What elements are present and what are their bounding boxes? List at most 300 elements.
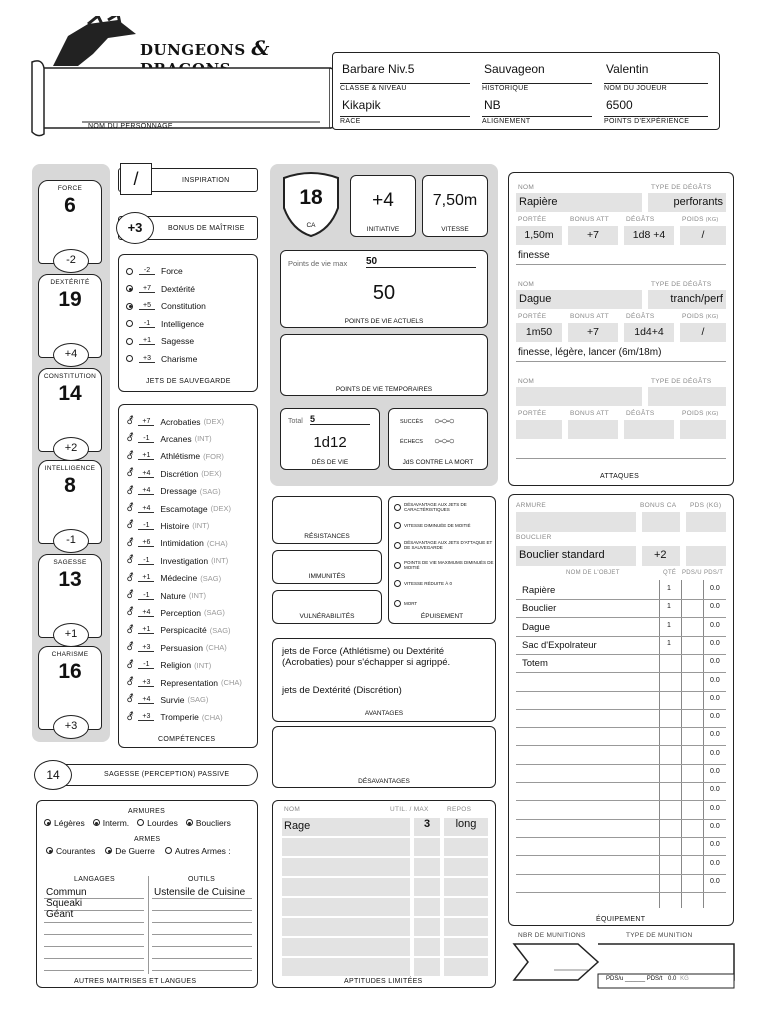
attack-weight-unit: (KG) [705,217,719,223]
race-value[interactable]: Kikapik [342,98,381,112]
saving-throw-mod: +5 [139,302,155,310]
advantages-line-2[interactable]: jets de Dextérité (Discrétion) [282,685,402,696]
skill-proficiency-icon[interactable]: ⚦ [126,572,135,584]
skill-proficiency-icon[interactable]: ⚦ [126,711,135,723]
equipment-label: ÉQUIPEMENT [596,916,646,923]
skill-proficiency-icon[interactable]: ⚦ [126,677,135,688]
attack-weight-header [682,410,719,417]
attack-bonus-header: BONUS ATT [570,216,610,223]
attack-dmgtype-field[interactable]: perforants [648,193,726,212]
skill-mod: +7 [138,418,154,426]
equipment-row[interactable] [517,838,725,856]
proficiency-dot-icon[interactable] [126,268,133,275]
equipment-divider [516,892,726,893]
equipment-total: 0.0 [710,585,720,592]
ability-box [38,646,102,730]
limited-name-header: NOM [284,806,301,813]
saving-throw-row[interactable] [126,354,197,364]
exhaustion-checkbox-icon[interactable] [394,542,401,549]
equipment-row[interactable] [517,765,725,783]
limited-name-field[interactable] [282,898,410,916]
equipment-row[interactable] [517,857,725,875]
hp-current-value[interactable]: 50 [372,282,396,304]
attack-range-field[interactable] [516,420,562,439]
armor-option[interactable] [186,818,231,828]
equipment-total: 0.0 [710,658,720,666]
attack-range-field[interactable]: 1m50 [516,323,562,342]
skill-row[interactable] [126,677,242,688]
armor-bonus-field[interactable] [642,512,680,532]
exhaustion-level[interactable] [394,580,494,587]
death-success-circles[interactable]: ○-○-○ [434,416,454,427]
skill-mod: +1 [138,452,154,460]
attack-weight-unit: (KG) [705,411,719,417]
skill-mod: +3 [138,679,154,687]
skill-mod: +6 [138,539,154,547]
attack-weight-field[interactable] [680,420,726,439]
limited-use-header: UTIL. / MAX [390,806,429,813]
limited-rest-field[interactable] [444,918,488,936]
speed-value[interactable]: 7,50m [432,192,478,209]
weapon-option[interactable] [105,846,155,856]
armor-weight-field[interactable] [686,512,726,532]
skill-ability: (INT) [192,521,210,531]
proficiency-label: BONUS DE MAÎTRISE [168,225,245,232]
limited-name-field[interactable]: Rage [282,818,410,836]
equipment-total: 0.0 [710,621,720,629]
equipment-total: 0.0 [710,822,720,830]
skill-mod: +4 [138,696,154,704]
skill-name: Histoire [160,520,190,531]
limited-max-field[interactable] [414,918,440,936]
armor-prof-label: ARMURES [128,808,166,815]
ability-score[interactable]: 8 [64,474,76,497]
equipment-row[interactable] [517,728,725,746]
attack-dmgtype-header: TYPE DE DÉGÂTS [651,184,712,191]
saving-throw-name: Intelligence [161,318,205,329]
ability-name: CONSTITUTION [43,373,97,380]
attack-weight-header-text: POIDS [682,313,704,320]
skill-proficiency-icon[interactable]: ⚦ [126,416,135,427]
equipment-row[interactable] [517,710,725,728]
equipment-qty: 1 [667,585,671,592]
attack-bonus-field[interactable] [568,420,618,439]
exhaustion-checkbox-icon[interactable] [394,580,401,587]
skill-mod: +1 [138,574,154,582]
tool-line [152,970,252,971]
ability-name: SAGESSE [53,559,87,566]
exhaustion-level[interactable] [394,502,494,512]
languages-label: LANGAGES [74,876,115,883]
ability-box [38,274,102,358]
initiative-value[interactable]: +4 [372,190,394,211]
ammo-qty-label: NBR DE MUNITIONS [518,932,586,939]
skill-row[interactable] [126,503,231,514]
skill-ability: (CHA) [206,538,228,548]
limited-rest-field[interactable] [444,958,488,976]
saving-throw-row[interactable] [126,266,183,276]
xp-value[interactable]: 6500 [606,98,633,112]
saving-throw-row[interactable] [126,336,194,346]
player-value[interactable]: Valentin [606,62,649,76]
attack-weight-header-text: POIDS [682,410,704,417]
armor-option[interactable] [44,818,85,828]
ability-score[interactable]: 16 [58,660,82,683]
attack-range-header: PORTÉE [518,410,547,417]
exhaustion-checkbox-icon[interactable] [394,522,401,529]
equipment-row[interactable] [517,619,725,637]
saving-throw-name: Sagesse [161,336,195,346]
equipment-row[interactable] [517,674,725,692]
ammo-type-label: TYPE DE MUNITION [626,932,693,939]
ability-box [38,180,102,264]
hp-current-label: POINTS DE VIE ACTUELS [344,318,424,325]
saving-throw-row[interactable] [126,319,204,329]
equipment-row[interactable] [517,802,725,820]
skill-proficiency-icon[interactable]: ⚦ [126,433,135,445]
exhaustion-level[interactable] [394,560,494,570]
language-line [44,946,144,947]
skill-row[interactable] [126,433,212,444]
attack-divider [516,361,726,362]
class-level-value[interactable]: Barbare Niv.5 [342,62,415,76]
limited-max-field[interactable] [414,878,440,896]
skill-row[interactable] [126,451,224,462]
limited-features-label: APTITUDES LIMITÉES [344,978,423,985]
attack-range-field[interactable]: 1,50m [516,226,562,245]
saving-throw-mod: -1 [139,320,155,328]
attack-dmg-header: DÉGÂTS [626,216,655,223]
skill-name: Religion [160,660,192,671]
skill-ability: (CHA) [205,643,227,653]
skill-row[interactable] [126,555,228,566]
skill-ability: (DEX) [210,504,232,513]
radio-icon[interactable] [93,819,100,826]
radio-icon[interactable] [46,847,53,854]
hit-dice-value[interactable]: 1d12 [313,434,347,451]
weapon-prof-row [46,846,241,856]
advantages-line-1[interactable]: jets de Force (Athlétisme) ou Dextérité (Acrobaties) pour s'échapper si agrippé. [282,646,451,668]
ability-modifier[interactable]: +2 [53,437,89,461]
equipment-row[interactable] [517,747,725,765]
character-name-value[interactable] [88,100,308,114]
passive-value[interactable]: 14 [34,760,72,790]
vulnerabilities-label: VULNÉRABILITÉS [299,613,355,620]
skill-name: Investigation [160,555,209,566]
skill-proficiency-icon[interactable]: ⚦ [126,537,135,549]
limited-max-field[interactable] [414,838,440,856]
class-level-label: CLASSE & NIVEAU [340,83,470,92]
proficiency-value[interactable]: +3 [116,212,154,244]
ca-bonus-label: BONUS CA [640,502,677,509]
attack-name-field[interactable]: Rapière [516,193,642,212]
proficiency-dot-icon[interactable] [126,285,133,292]
attack-weight-field[interactable]: / [680,226,726,245]
equipment-total: 0.0 [710,804,720,812]
exhaustion-level[interactable] [394,540,494,550]
item-total-header: PDS/T [704,570,724,576]
attack-bonus-field[interactable]: +7 [568,323,618,342]
skill-proficiency-icon[interactable]: ⚦ [126,694,135,706]
skill-name: Intimidation [160,538,204,549]
skill-proficiency-icon[interactable]: ⚦ [126,485,135,497]
limited-name-field[interactable] [282,938,410,956]
equipment-row[interactable] [517,600,725,618]
attack-name-field[interactable]: Dague [516,290,642,309]
limited-name-field[interactable] [282,958,410,976]
skill-row[interactable] [126,660,211,671]
ability-modifier[interactable]: +3 [53,715,89,739]
equipment-name: Dague [522,621,550,633]
skill-proficiency-icon[interactable]: ⚦ [126,642,135,654]
inspiration-value[interactable]: / [120,163,152,195]
skill-proficiency-icon[interactable]: ⚦ [126,450,135,462]
armor-class-value[interactable]: 18 [299,186,323,209]
weapon-option[interactable] [165,846,231,856]
item-qty-header: QTÉ [663,570,677,576]
armor-option-label: Lourdes [147,818,178,828]
hit-dice-total-value[interactable]: 5 [310,414,370,425]
skill-ability: (INT) [211,556,229,566]
passive-label: SAGESSE (PERCEPTION) PASSIVE [104,771,230,778]
skill-name: Representation [160,677,219,688]
ability-modifier[interactable]: -1 [53,529,89,553]
exhaustion-checkbox-icon[interactable] [394,562,401,569]
skill-row[interactable] [126,520,209,531]
skill-mod: +1 [138,626,154,634]
alignment-value[interactable]: NB [484,98,501,112]
initiative-label: INITIATIVE [366,226,400,233]
attack-range-header: PORTÉE [518,313,547,320]
equipment-total: 0.0 [710,768,720,775]
limited-name-field[interactable] [282,878,410,896]
skill-mod: +3 [138,713,154,721]
ability-modifier[interactable]: +1 [53,623,89,647]
exhaustion-text: POINTS DE VIE MAXIMUMS DIMINUÉS DE MOITIÉ [404,560,494,570]
skill-mod: +4 [138,487,154,495]
attack-dmgtype-header: TYPE DE DÉGÂTS [651,281,712,288]
exhaustion-level[interactable] [394,522,494,529]
skill-row[interactable] [126,590,206,601]
limited-rest-field[interactable] [444,858,488,876]
skill-proficiency-icon[interactable]: ⚦ [126,590,135,601]
armor-option-label: Interm. [102,818,130,828]
attack-bonus-field[interactable]: +7 [568,226,618,245]
limited-rest-field[interactable] [444,878,488,896]
hit-dice-label: DÉS DE VIE [311,459,349,466]
attack-name-header: NOM [518,378,535,385]
ability-name: DEXTÉRITÉ [50,279,90,286]
skill-name: Tromperie [160,712,199,723]
tool-line [152,898,252,899]
limited-rest-field[interactable] [444,938,488,956]
weapon-option-label: De Guerre [115,846,155,856]
language-item[interactable]: Géant [46,909,74,920]
attacks-label: ATTAQUES [600,473,640,480]
equipment-row[interactable] [517,875,725,893]
radio-icon[interactable] [165,847,172,854]
shield-label: BOUCLIER [516,534,552,541]
language-line [44,958,144,959]
radio-icon[interactable] [137,819,144,826]
attack-dmgtype-field[interactable] [648,387,726,406]
language-item[interactable]: Commun [46,887,87,898]
skill-ability: (SAG) [199,486,221,496]
hp-max-value[interactable]: 50 [366,256,476,268]
skill-mod: +4 [138,609,154,617]
ability-modifier[interactable]: +4 [53,343,89,367]
ammo-arrow-box [508,940,736,990]
attack-dmg-header: DÉGÂTS [626,313,655,320]
language-item[interactable]: Squeaki [46,898,83,909]
limited-max-field[interactable] [414,898,440,916]
attack-bonus-header: BONUS ATT [570,313,610,320]
radio-icon[interactable] [186,819,193,826]
saving-throw-mod: -2 [139,267,155,275]
limited-name-field[interactable] [282,858,410,876]
radio-icon[interactable] [44,819,51,826]
equipment-row[interactable] [517,783,725,801]
exhaustion-text: VITESSE DIMINUÉE DE MOITIÉ [404,523,471,528]
proficiency-dot-icon[interactable] [126,320,133,327]
resistances-label: RÉSISTANCES [304,533,350,540]
limited-rest-field[interactable]: long [444,818,488,836]
equipment-qty: 1 [667,639,671,647]
attack-divider [516,458,726,459]
skill-ability: (SAG) [209,625,231,635]
skill-proficiency-icon[interactable]: ⚦ [126,624,135,636]
death-fail-circles[interactable]: ○-○-○ [434,436,454,447]
skill-proficiency-icon[interactable]: ⚦ [126,468,135,480]
attack-dmg-field[interactable]: 1d4+4 [624,323,674,342]
limited-name-field[interactable] [282,838,410,856]
armor-prof-row [44,818,239,828]
armor-option-label: Légères [54,818,85,828]
limited-max-field[interactable]: 3 [414,818,440,836]
ability-modifier[interactable]: -2 [53,249,89,273]
skill-proficiency-icon[interactable]: ⚦ [126,503,135,514]
shield-field[interactable]: Bouclier standard [516,546,636,566]
attack-range-header: PORTÉE [518,216,547,223]
weapon-option-label: Autres Armes : [174,846,231,856]
skill-row[interactable] [126,607,225,618]
attack-weight-field[interactable]: / [680,323,726,342]
skill-ability: (CHA) [201,712,223,722]
background-value[interactable]: Sauvageon [484,62,545,76]
equipment-total: 0.0 [710,877,720,885]
shield-bonus-field[interactable]: +2 [642,546,680,566]
equipment-row[interactable] [517,692,725,710]
skill-row[interactable] [126,573,221,584]
saving-throw-row[interactable] [126,301,206,311]
skill-name: Discrétion [160,468,199,479]
radio-icon[interactable] [105,847,112,854]
skill-row[interactable] [126,468,222,479]
inspiration-label: INSPIRATION [182,177,230,184]
equipment-row[interactable] [517,655,725,673]
skill-mod: -1 [138,522,154,530]
weight-totals: PDS/u ______ PDS/t 0.0 KG [606,976,689,982]
attack-dmg-field[interactable]: 1d8 +4 [624,226,674,245]
attack-dmgtype-field[interactable]: tranch/perf [648,290,726,309]
equipment-total: 0.0 [710,841,720,849]
attack-properties[interactable]: finesse, légère, lancer (6m/18m) [518,347,662,358]
language-line [44,934,144,935]
limited-name-field[interactable] [282,918,410,936]
skill-mod: +4 [138,470,154,478]
skill-row[interactable] [126,642,227,653]
tool-line [152,946,252,947]
skill-proficiency-icon[interactable]: ⚦ [126,555,135,567]
tool-line [152,922,252,923]
skill-ability: (INT) [194,660,212,670]
skill-row[interactable] [126,694,208,705]
skill-name: Dressage [160,486,197,497]
skill-row[interactable] [126,486,221,497]
exhaustion-checkbox-icon[interactable] [394,600,401,607]
skill-proficiency-icon[interactable]: ⚦ [126,659,135,671]
limited-rest-field[interactable] [444,838,488,856]
proficiency-dot-icon[interactable] [126,303,133,310]
attack-dmg-field[interactable] [624,420,674,439]
tool-item[interactable]: Ustensile de Cuisine [154,887,246,898]
skill-proficiency-icon[interactable]: ⚦ [126,520,135,532]
skill-row[interactable] [126,538,228,549]
ability-score[interactable]: 13 [58,568,82,591]
saving-throw-row[interactable] [126,284,195,294]
exhaustion-text: DÉSAVANTAGE AUX JETS D'ATTAQUE ET DE SAUVEGARDE [404,540,493,550]
attack-bonus-header: BONUS ATT [570,410,610,417]
language-line [44,970,144,971]
limited-max-field[interactable] [414,938,440,956]
skill-row[interactable] [126,712,223,723]
armor-field[interactable] [516,512,636,532]
language-line [44,922,144,923]
ability-score[interactable]: 14 [58,382,82,405]
exhaustion-checkbox-icon[interactable] [394,504,401,511]
ability-box [38,368,102,452]
armor-option[interactable] [137,818,178,828]
proficiency-dot-icon[interactable] [126,355,133,362]
skill-name: Nature [160,590,186,601]
ability-box [38,460,102,544]
armor-option[interactable] [93,818,129,828]
ability-score[interactable]: 19 [58,288,82,311]
attack-divider [516,264,726,265]
race-label: RACE [340,116,470,125]
saving-throw-mod: +3 [139,355,155,363]
skill-proficiency-icon[interactable]: ⚦ [126,607,135,619]
skill-row[interactable] [126,416,224,427]
equipment-row[interactable] [517,820,725,838]
attack-name-field[interactable] [516,387,642,406]
limited-max-field[interactable] [414,858,440,876]
shield-weight-field[interactable] [686,546,726,566]
attack-properties[interactable]: finesse [518,250,550,261]
weapon-option[interactable] [46,846,95,856]
limited-max-field[interactable] [414,958,440,976]
death-fail-label: ÉCHECS [400,439,423,445]
equipment-row[interactable] [517,637,725,655]
proficiency-dot-icon[interactable] [126,338,133,345]
ability-score[interactable]: 6 [64,194,76,217]
skill-ability: (SAG) [200,573,222,583]
skill-row[interactable] [126,625,231,636]
equipment-name: Sac d'Expolrateur [522,639,597,651]
exhaustion-level[interactable] [394,600,494,607]
limited-rest-field[interactable] [444,898,488,916]
equipment-row[interactable] [517,582,725,600]
